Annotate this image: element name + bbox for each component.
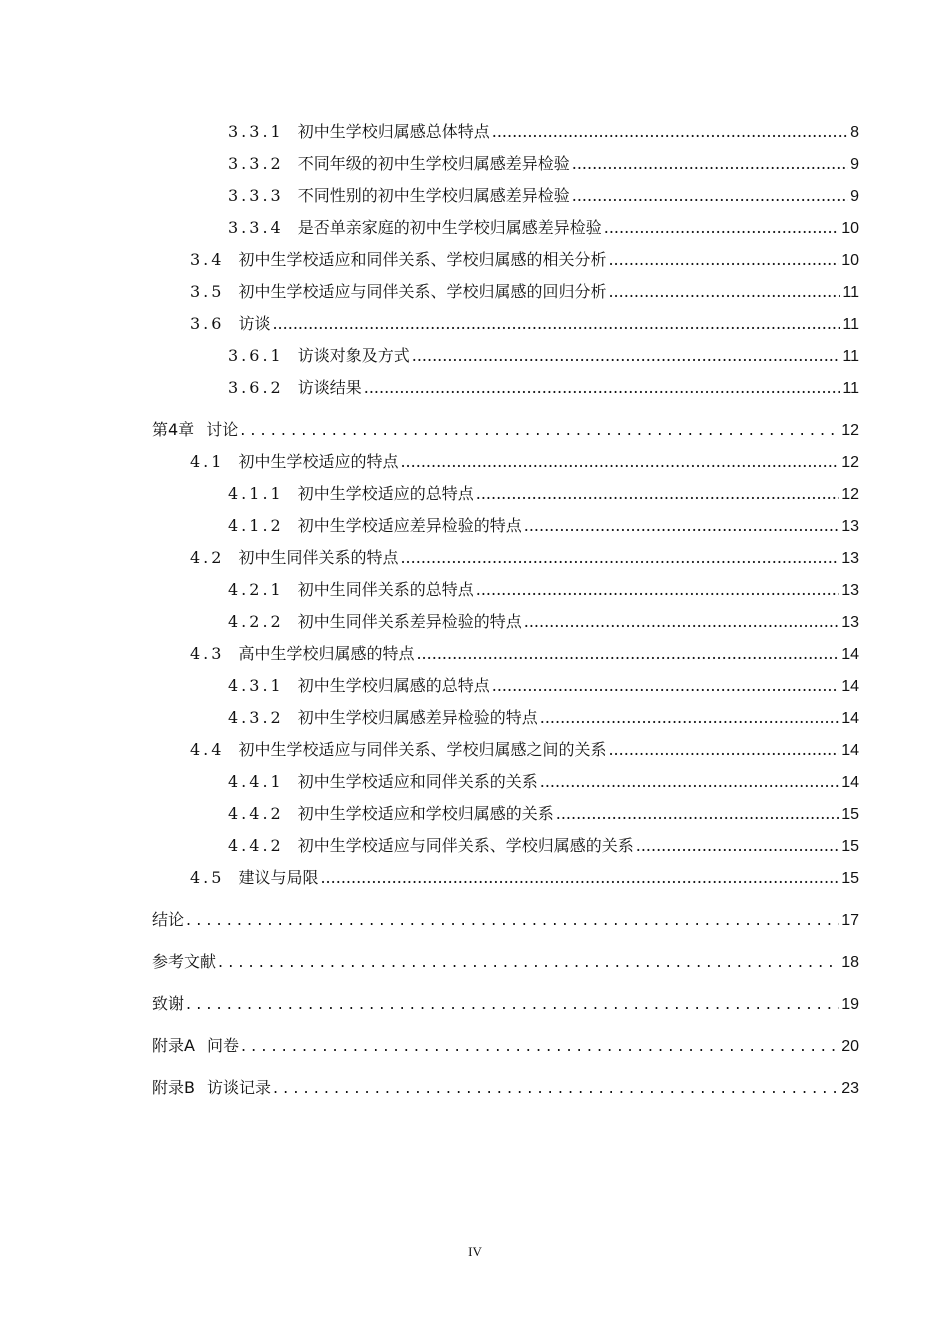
- toc-entry-number: 3.5: [190, 282, 225, 301]
- toc-entry[interactable]: [228, 769, 859, 792]
- toc-entry-number: 4.3.2: [228, 708, 284, 727]
- toc-leader-dots: [492, 122, 848, 141]
- toc-leader-dots: [186, 994, 839, 1013]
- toc-entry[interactable]: [190, 641, 859, 664]
- toc-entry-title: 参考文献: [152, 952, 217, 971]
- toc-entry-title: 访谈记录: [206, 1078, 271, 1097]
- toc-entry-title: 访谈对象及方式: [297, 346, 410, 365]
- toc-entry-title: 初中生学校适应差异检验的特点: [297, 516, 522, 535]
- toc-entry-number: 4.3: [190, 644, 225, 663]
- toc-chapter-entry[interactable]: [152, 1075, 859, 1098]
- toc-entry[interactable]: [228, 343, 859, 366]
- toc-entry-number: 4.2: [190, 548, 225, 567]
- toc-entry[interactable]: [190, 247, 859, 270]
- toc-entry-title: 问卷: [206, 1036, 239, 1055]
- toc-entry-page: 14: [841, 774, 859, 791]
- toc-entry-title: 初中生同伴关系的总特点: [297, 580, 474, 599]
- toc-entry-number: 4.1: [190, 452, 225, 471]
- toc-entry-number: 4.2.2: [228, 612, 284, 631]
- toc-entry-page: 9: [850, 188, 859, 205]
- toc-entry-page: 15: [841, 870, 859, 887]
- toc-leader-dots: [186, 910, 839, 929]
- toc-entry-number: 3.3.1: [228, 122, 284, 141]
- toc-chapter-entry[interactable]: [152, 907, 859, 930]
- toc-entry-page: 14: [841, 678, 859, 695]
- toc-leader-dots: [540, 708, 839, 727]
- toc-entry-page: 14: [841, 742, 859, 759]
- toc-entry-page: 13: [841, 614, 859, 631]
- toc-entry-title: 高中生学校归属感的特点: [238, 644, 415, 663]
- toc-chapter-entry[interactable]: [152, 417, 859, 440]
- toc-leader-dots: [416, 644, 839, 663]
- toc-leader-dots: [412, 346, 841, 365]
- toc-entry-title: 初中生同伴关系差异检验的特点: [297, 612, 522, 631]
- toc-entry-title: 结论: [152, 910, 185, 929]
- toc-entry-title: 初中生同伴关系的特点: [238, 548, 399, 567]
- toc-entry-number: 4.4.2: [228, 804, 284, 823]
- toc-entry[interactable]: [228, 577, 859, 600]
- toc-leader-dots: [400, 452, 839, 471]
- toc-leader-dots: [272, 314, 840, 333]
- toc-entry[interactable]: [228, 481, 859, 504]
- toc-leader-dots: [636, 836, 839, 855]
- toc-entry[interactable]: [190, 279, 859, 302]
- toc-entry-title: 初中生学校适应和同伴关系的关系: [297, 772, 538, 791]
- toc-leader-dots: [492, 676, 839, 695]
- toc-entry[interactable]: [228, 513, 859, 536]
- toc-chapter-entry[interactable]: [152, 1033, 859, 1056]
- toc-entry-page: 13: [841, 550, 859, 567]
- toc-leader-dots: [604, 218, 839, 237]
- toc-entry[interactable]: [190, 449, 859, 472]
- toc-entry[interactable]: [228, 673, 859, 696]
- toc-entry-page: 10: [841, 220, 859, 237]
- toc-entry-page: 15: [841, 838, 859, 855]
- toc-entry-title: 初中生学校适应的总特点: [297, 484, 474, 503]
- toc-entry-number: 4.2.1: [228, 580, 284, 599]
- toc-entry-page: 10: [841, 252, 859, 269]
- toc-entry-title: 建议与局限: [238, 868, 319, 887]
- toc-leader-dots: [476, 484, 839, 503]
- toc-leader-dots: [240, 420, 839, 439]
- toc-entry-number: 4.4: [190, 740, 225, 759]
- toc-entry-title: 初中生学校适应和学校归属感的关系: [297, 804, 554, 823]
- toc-leader-dots: [572, 154, 848, 173]
- toc-entry[interactable]: [228, 705, 859, 728]
- toc-entry[interactable]: [228, 375, 859, 398]
- toc-leader-dots: [540, 772, 839, 791]
- toc-entry-page: 14: [841, 710, 859, 727]
- toc-leader-dots: [556, 804, 839, 823]
- toc-entry-title: 致谢: [152, 994, 185, 1013]
- toc-entry[interactable]: [228, 119, 859, 142]
- toc-chapter-entry[interactable]: [152, 991, 859, 1014]
- toc-entry-page: 9: [850, 156, 859, 173]
- toc-entry-title: 不同年级的初中生学校归属感差异检验: [297, 154, 570, 173]
- toc-entry-title: 初中生学校适应与同伴关系、学校归属感之间的关系: [238, 740, 607, 759]
- toc-leader-dots: [524, 612, 839, 631]
- toc-entry[interactable]: [190, 865, 859, 888]
- toc-leader-dots: [364, 378, 841, 397]
- toc-leader-dots: [320, 868, 839, 887]
- toc-entry-page: 19: [841, 996, 859, 1013]
- toc-entry-number: 4.1.2: [228, 516, 284, 535]
- toc-entry-page: 11: [842, 284, 859, 301]
- toc-leader-dots: [608, 282, 840, 301]
- toc-entry-page: 14: [841, 646, 859, 663]
- toc-leader-dots: [572, 186, 848, 205]
- toc-entry[interactable]: [228, 215, 859, 238]
- toc-entry-title: 不同性别的初中生学校归属感差异检验: [297, 186, 570, 205]
- toc-leader-dots: [273, 1078, 839, 1097]
- toc-entry-title: 访谈结果: [297, 378, 362, 397]
- toc-entry-number: 3.6.1: [228, 346, 284, 365]
- toc-entry-page: 13: [841, 582, 859, 599]
- toc-entry-number: 4.4.2: [228, 836, 284, 855]
- toc-entry-number: 第4章: [152, 420, 195, 439]
- toc-entry-title: 初中生学校归属感的总特点: [297, 676, 490, 695]
- toc-entry-number: 3.3.4: [228, 218, 284, 237]
- toc-entry-title: 是否单亲家庭的初中生学校归属感差异检验: [297, 218, 602, 237]
- toc-entry-title: 初中生学校适应和同伴关系、学校归属感的相关分析: [238, 250, 607, 269]
- toc-entry-page: 11: [842, 380, 859, 397]
- toc-entry[interactable]: [228, 151, 859, 174]
- toc-entry-page: 8: [850, 124, 859, 141]
- toc-leader-dots: [476, 580, 839, 599]
- toc-leader-dots: [400, 548, 839, 567]
- toc-entry[interactable]: [228, 833, 859, 856]
- toc-entry[interactable]: [228, 609, 859, 632]
- toc-leader-dots: [218, 952, 839, 971]
- toc-entry-number: 3.4: [190, 250, 225, 269]
- toc-entry[interactable]: [190, 737, 859, 760]
- toc-entry-number: 3.3.2: [228, 154, 284, 173]
- toc-leader-dots: [524, 516, 839, 535]
- toc-entry[interactable]: [190, 311, 859, 334]
- toc-entry-title: 初中生学校适应与同伴关系、学校归属感的回归分析: [238, 282, 607, 301]
- toc-entry-number: 4.4.1: [228, 772, 284, 791]
- toc-entry-page: 12: [841, 422, 859, 439]
- toc-leader-dots: [608, 250, 839, 269]
- toc-entry-page: 20: [841, 1038, 859, 1055]
- toc-entry-page: 12: [841, 454, 859, 471]
- toc-entry[interactable]: [228, 183, 859, 206]
- toc-entry-page: 13: [841, 518, 859, 535]
- toc-entry-title: 初中生学校适应的特点: [238, 452, 399, 471]
- toc-entry[interactable]: [228, 801, 859, 824]
- toc-entry-page: 11: [842, 348, 859, 365]
- toc-entry-title: 讨论: [206, 420, 239, 439]
- toc-entry-number: 附录A: [152, 1036, 195, 1055]
- toc-entry-page: 18: [841, 954, 859, 971]
- toc-entry-title: 访谈: [238, 314, 271, 333]
- toc-entry-page: 12: [841, 486, 859, 503]
- toc-entry-number: 3.3.3: [228, 186, 284, 205]
- toc-entry-number: 附录B: [152, 1078, 195, 1097]
- page-number-footer: IV: [468, 1244, 482, 1259]
- toc-entry[interactable]: [190, 545, 859, 568]
- toc-entry-title: 初中生学校适应与同伴关系、学校归属感的关系: [297, 836, 634, 855]
- toc-entry-page: 23: [841, 1080, 859, 1097]
- toc-entry-page: 11: [842, 316, 859, 333]
- toc-entry-number: 3.6: [190, 314, 225, 333]
- toc-entry-number: 4.5: [190, 868, 225, 887]
- toc-leader-dots: [241, 1036, 839, 1055]
- toc-chapter-entry[interactable]: [152, 949, 859, 972]
- toc-entry-page: 15: [841, 806, 859, 823]
- toc-entry-page: 17: [841, 912, 859, 929]
- toc-entry-number: 3.6.2: [228, 378, 284, 397]
- toc-entry-title: 初中生学校归属感总体特点: [297, 122, 490, 141]
- toc-entry-number: 4.1.1: [228, 484, 284, 503]
- toc-entry-number: 4.3.1: [228, 676, 284, 695]
- toc-leader-dots: [608, 740, 839, 759]
- toc-entry-title: 初中生学校归属感差异检验的特点: [297, 708, 538, 727]
